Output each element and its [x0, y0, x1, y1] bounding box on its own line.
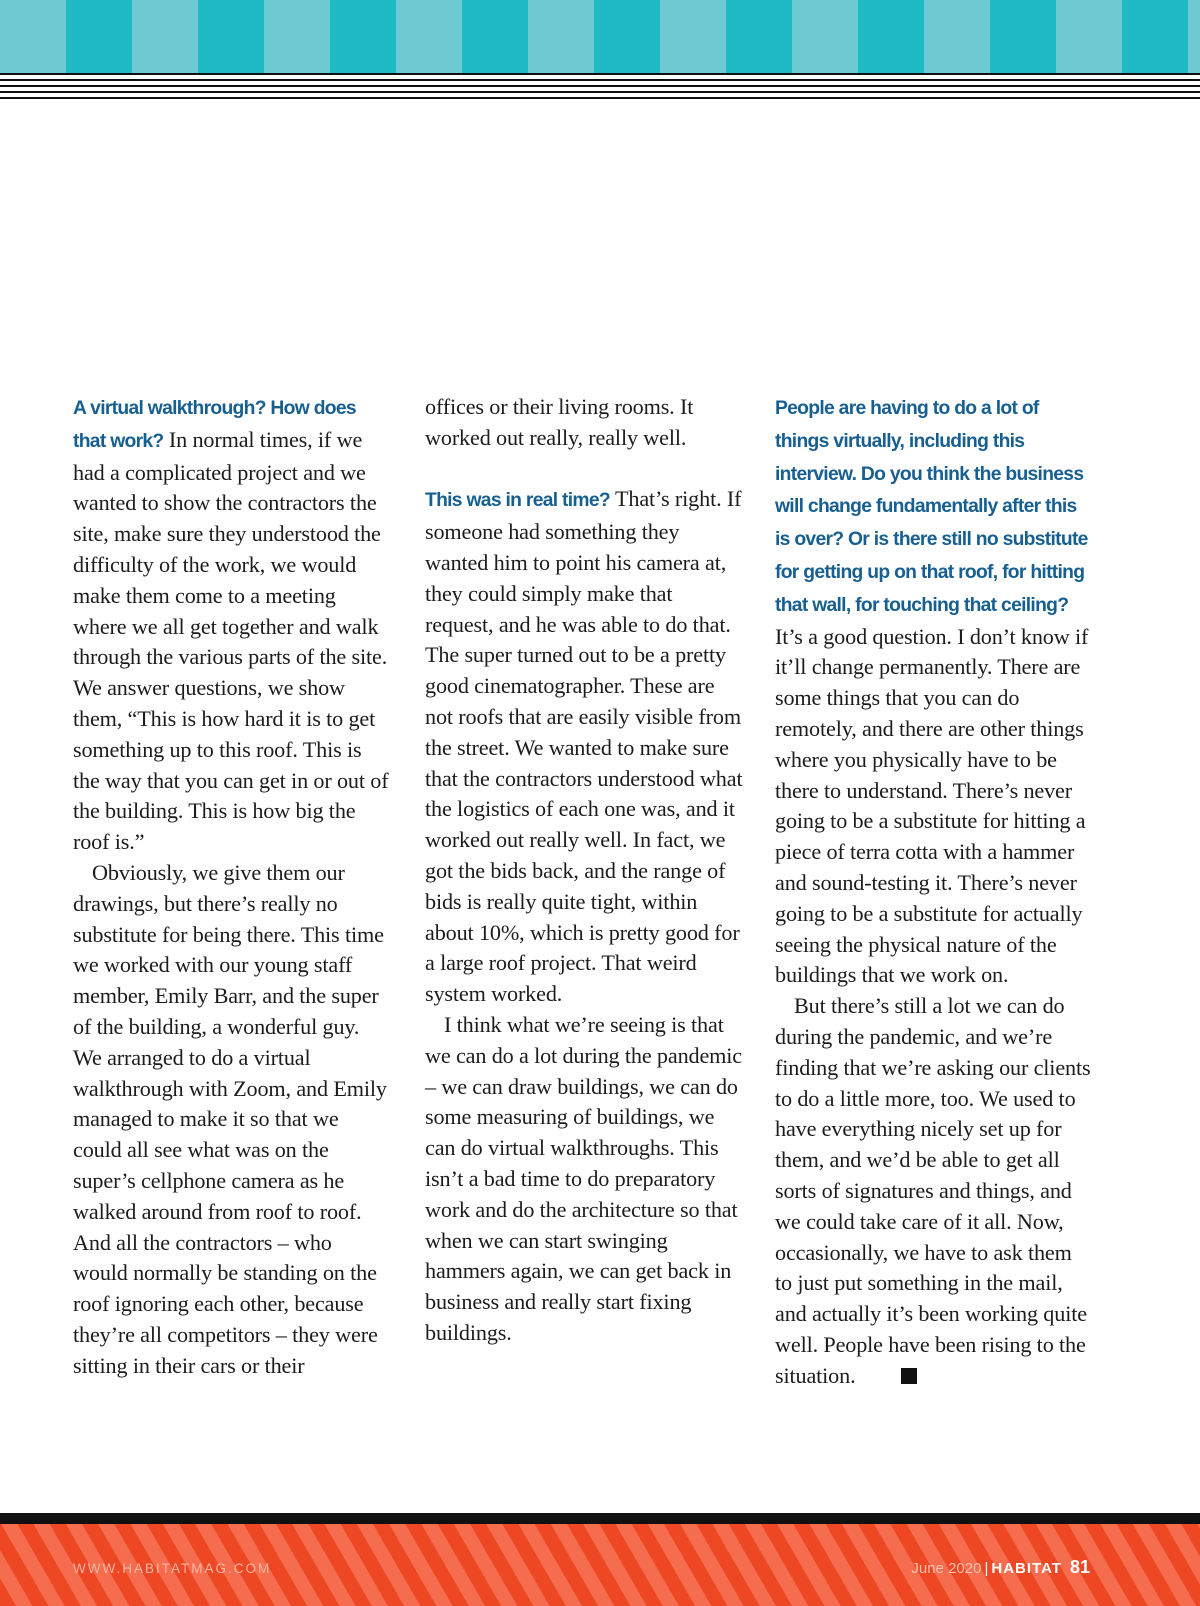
answer-text: It’s a good question. I don’t know if it’ll change permanently. There are some things that you can do remotely, and there are other things where you physically have to be there to understand. There’s never going to be a substitute for hitting a piece of terra cotta with a hammer and sound-testing it. There’s never going to be a substitute for actually seeing the physical nature of the buildings that we work on.: [775, 623, 1089, 988]
article-body: [0, 392, 1200, 1442]
interview-question: People are having to do a lot of things virtually, including this interview. Do you think the business will change fundamentally after this is over? Or is there still no substitute for getting up on that roof, for hitting that wall, for touching that ceiling?: [775, 398, 1088, 616]
interview-question: A virtual walkthrough? How does that work?: [73, 398, 356, 452]
folio: [911, 1557, 1090, 1578]
answer-text: But there’s still a lot we can do during the pandemic, and we’re finding that we’re asking our clients to do a little more, too. We used to have everything nicely set up for them, and we’d be able to get all sorts of signatures and things, and we could take care of it all. Now, occasionally, we have to ask them to just put something in the mail, and actually it’s been working quite well. People have been rising to the situation.: [775, 993, 1091, 1388]
issue-date: June 2020: [911, 1560, 982, 1577]
answer-text: In normal times, if we had a complicated project and we wanted to show the contractors the site, make sure they understood the difficulty of the work, we would make them come to a meeting where we all get together and walk through the various parts of the site. We answer questions, we show them, “This is how hard it is to get something up to this roof. This is the way that you can get in or out of the building. This is how big the roof is.”: [73, 426, 389, 855]
folio-separator: |: [984, 1560, 989, 1577]
paragraph: Obviously, we give them our drawings, but there’s really no substitute for being there. This time we worked with our young staff member, Emily Barr, and the super of the building, a wonderful guy. We arranged to do a virtual walkthrough with Zoom, and Emily managed to make it so that we could all see what was on the super’s cellphone camera as he walked around from roof to roof. And all the contractors – who would normally be standing on the roof ignoring each other, because they’re all competitors – they were sitting in their cars or their: [73, 859, 387, 1378]
footer-url: WWW.HABITATMAG.COM: [73, 1561, 272, 1576]
magazine-name: HABITAT: [991, 1560, 1062, 1577]
header-rule-lines: [0, 73, 1200, 103]
text-column-3: [775, 392, 1093, 1392]
end-of-article-mark: [901, 1368, 917, 1384]
interview-question: This was in real time?: [425, 490, 610, 512]
page-footer: [0, 1524, 1200, 1606]
answer-text: That’s right. If someone had something they wanted him to point his camera at, they could simply make that request, and he was able to do that. The super turned out to be a pretty good cinematographer. These are not roofs that are easily visible from the street. We wanted to make sure that the contractors understood what the logistics of each one was, and it worked out really well. In fact, we got the bids back, and the range of bids is really quite tight, within about 10%, which is pretty good for a large roof project. That weird system worked.: [425, 486, 743, 1007]
paragraph: offices or their living rooms. It worked out really, really well.: [425, 394, 694, 450]
paragraph: [775, 392, 1093, 991]
paragraph: [775, 991, 1093, 1391]
paragraph: I think what we’re seeing is that we can do a lot during the pandemic – we can draw buildings, we can do some measuring of buildings, we can do virtual walkthroughs. This isn’t a bad time to do preparatory work and do the architecture so that when we can start swinging hammers again, we can get back in business and really start fixing buildings.: [425, 1011, 742, 1345]
paragraph: [425, 484, 743, 1010]
text-column-1: [73, 392, 391, 1382]
page-number: 81: [1069, 1557, 1090, 1577]
header-stripe-band: [0, 0, 1200, 73]
footer-rule: [0, 1513, 1200, 1524]
paragraph: [73, 392, 391, 858]
text-column-2: [425, 392, 743, 1349]
